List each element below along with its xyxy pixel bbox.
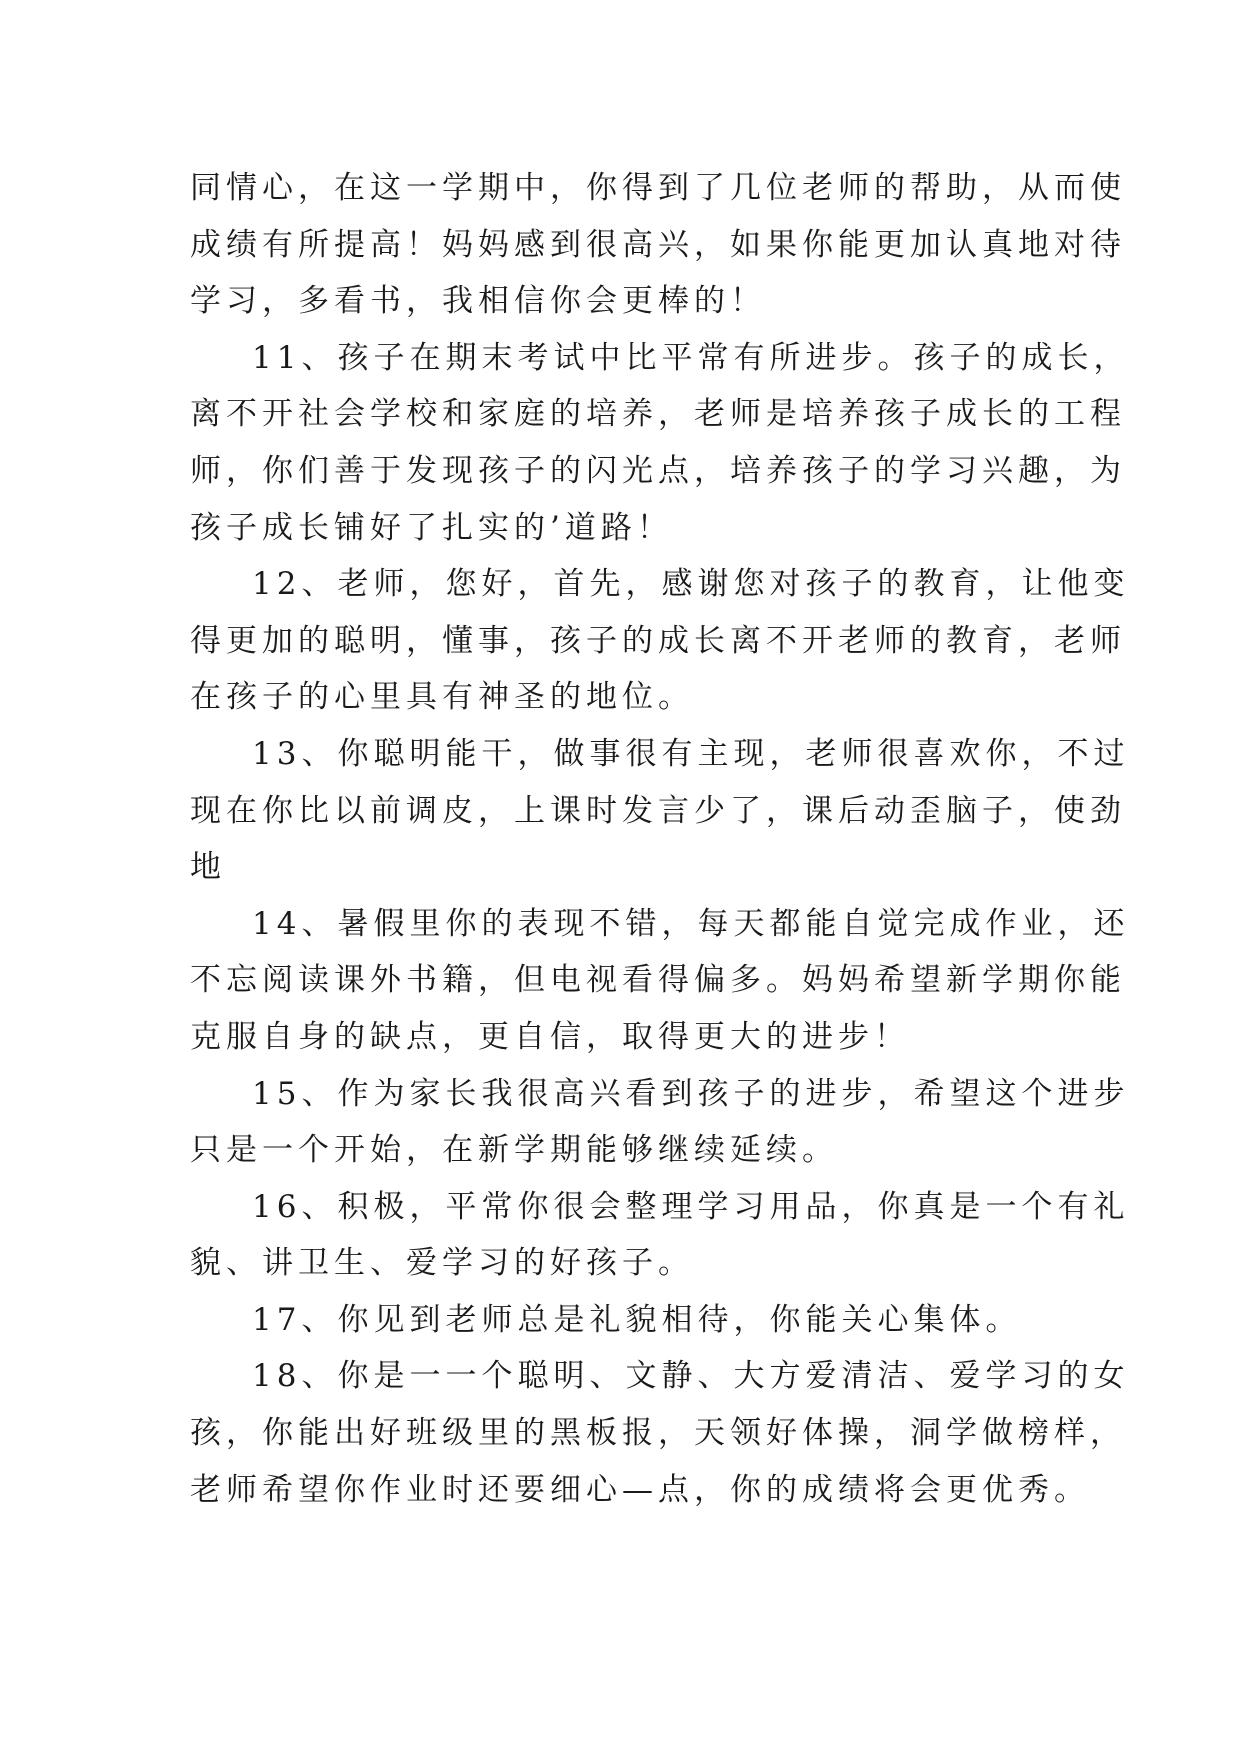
text-line: 不忘阅读课外书籍，但电视看得偏多。妈妈希望新学期你能 [190,962,1126,999]
text-line: 在孩子的心里具有神圣的地位。 [190,679,694,716]
text-line: 孩，你能出好班级里的黑板报，天领好体操，洞学做榜样， [190,1415,1126,1452]
paragraph-item-14 [190,896,1130,1066]
text-line: 现在你比以前调皮，上课时发言少了，课后动歪脑子，使劲 [190,792,1126,829]
text-line: 12、老师，您好，首先，感谢您对孩子的教育，让他变 [252,566,1130,603]
paragraph-continuation [190,160,1126,330]
text-line: 14、暑假里你的表现不错，每天都能自觉完成作业，还 [252,905,1130,942]
paragraph-item-13 [190,726,1130,896]
text-line: 老师希望你作业时还要细心—点，你的成绩将会更优秀。 [190,1471,1090,1508]
text-line: 同情心，在这一学期中，你得到了几位老师的帮助，从而使 [190,170,1126,206]
text-line: 得更加的聪明，懂事，孩子的成长离不开老师的教育，老师 [190,622,1126,659]
text-line: 貌、讲卫生、爱学习的好孩子。 [190,1245,694,1282]
text-line: 孩子成长铺好了扎实的’道路！ [190,509,673,546]
text-line: 16、积极，平常你很会整理学习用品，你真是一个有礼 [252,1188,1130,1225]
paragraph-item-18 [190,1348,1130,1518]
paragraph-item-17 [190,1292,1070,1349]
text-line: 克服自身的缺点，更自信，取得更大的进步！ [190,1018,910,1055]
paragraph-item-12 [190,556,1130,726]
text-line: 地 [190,849,226,886]
text-line: 只是一个开始，在新学期能够继续延续。 [190,1132,838,1169]
text-line: 15、作为家长我很高兴看到孩子的进步，希望这个进步 [252,1075,1130,1112]
text-line: 离不开社会学校和家庭的培养，老师是培养孩子成长的工程 [190,396,1126,433]
text-line: 学习，多看书，我相信你会更棒的！ [190,283,766,320]
text-line: 师，你们善于发现孩子的闪光点，培养孩子的学习兴趣，为 [190,452,1126,489]
paragraph-item-16 [190,1179,1130,1292]
text-line: 18、你是一一个聪明、文静、大方爱清洁、爱学习的女 [252,1358,1130,1395]
text-line: 成绩有所提高！妈妈感到很高兴，如果你能更加认真地对待 [190,226,1126,263]
document-body [190,160,1130,1518]
text-line: 17、你见到老师总是礼貌相待，你能关心集体。 [252,1301,1022,1338]
text-line: 13、你聪明能干，做事很有主现，老师很喜欢你，不过 [252,735,1130,772]
paragraph-item-11 [190,330,1130,556]
text-line: 11、孩子在期末考试中比平常有所进步。孩子的成长， [252,339,1130,376]
paragraph-item-15 [190,1066,1130,1179]
